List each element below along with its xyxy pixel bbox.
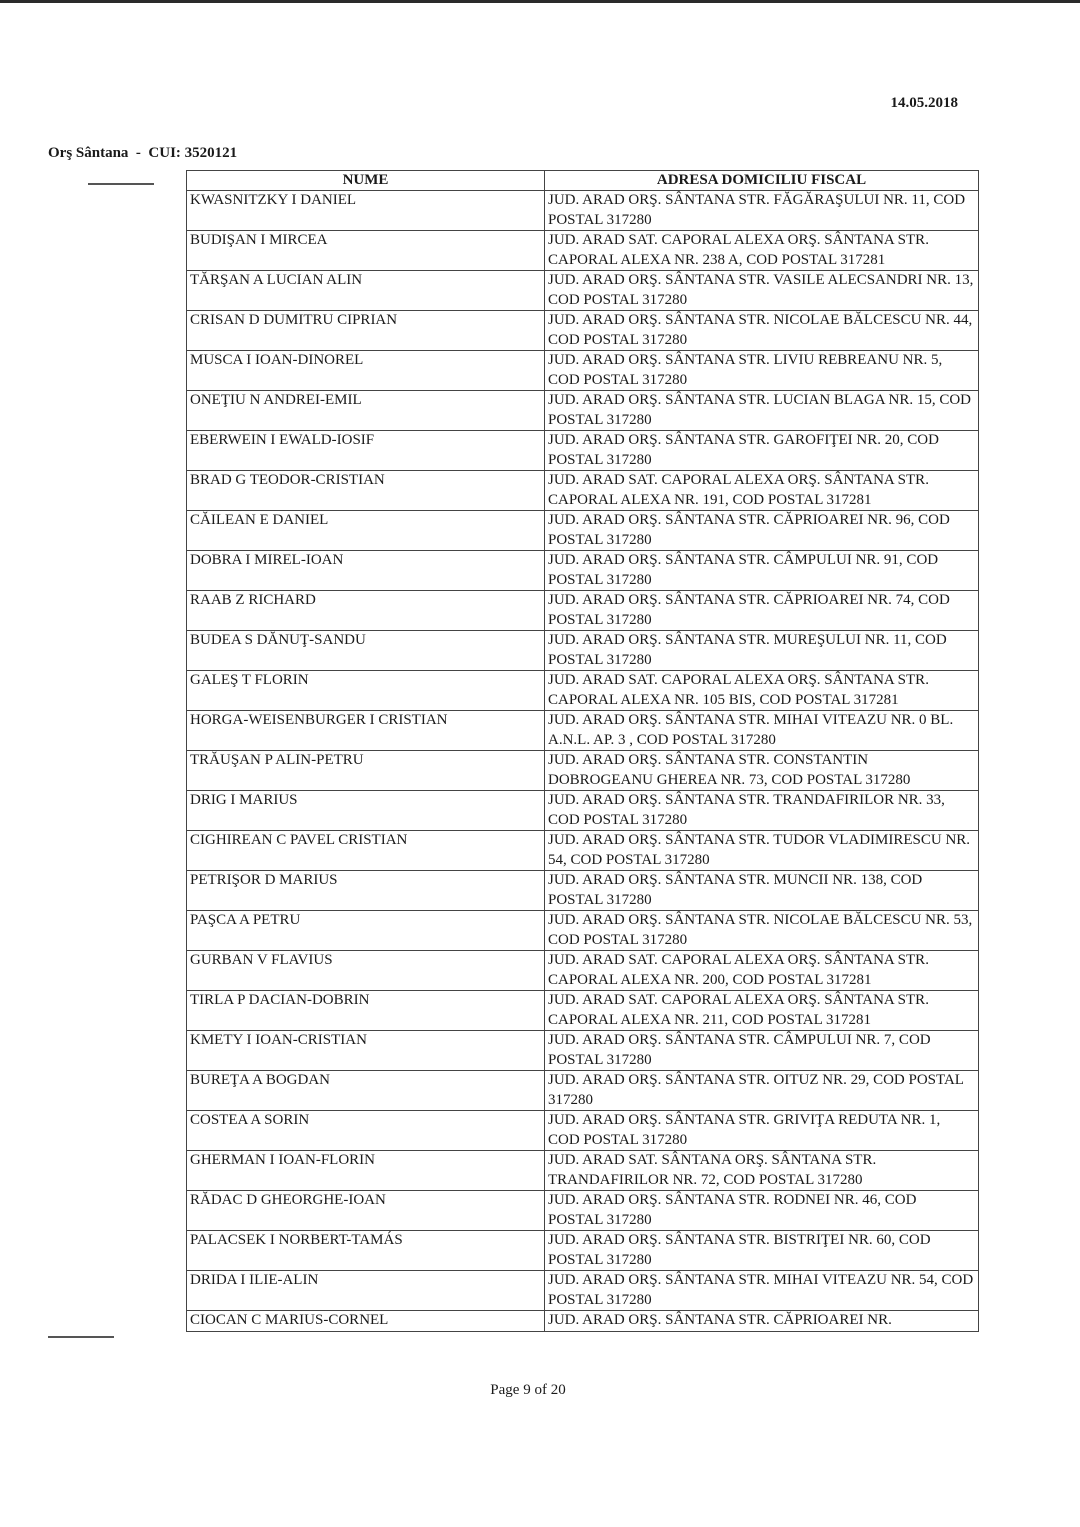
address-cell: JUD. ARAD ORŞ. SÂNTANA STR. MUREŞULUI NR. 11, COD POSTAL 317280 bbox=[545, 631, 979, 671]
address-cell: JUD. ARAD SAT. CAPORAL ALEXA ORŞ. SÂNTANA STR. CAPORAL ALEXA NR. 200, COD POSTAL 317281 bbox=[545, 951, 979, 991]
name-cell: DRIDA I ILIE-ALIN bbox=[187, 1271, 545, 1311]
name-cell: BUREŢA A BOGDAN bbox=[187, 1071, 545, 1111]
table-row bbox=[187, 511, 979, 551]
table-row bbox=[187, 751, 979, 791]
address-cell: JUD. ARAD ORŞ. SÂNTANA STR. MUNCII NR. 138, COD POSTAL 317280 bbox=[545, 871, 979, 911]
table-row bbox=[187, 191, 979, 231]
table-row bbox=[187, 831, 979, 871]
name-cell: GALEŞ T FLORIN bbox=[187, 671, 545, 711]
name-cell: KWASNITZKY I DANIEL bbox=[187, 191, 545, 231]
name-cell: CIOCAN C MARIUS-CORNEL bbox=[187, 1311, 545, 1332]
address-cell: JUD. ARAD ORŞ. SÂNTANA STR. LIVIU REBREANU NR. 5, COD POSTAL 317280 bbox=[545, 351, 979, 391]
top-rule bbox=[0, 0, 1080, 3]
address-cell: JUD. ARAD ORŞ. SÂNTANA STR. CĂPRIOAREI NR. 74, COD POSTAL 317280 bbox=[545, 591, 979, 631]
name-cell: HORGA-WEISENBURGER I CRISTIAN bbox=[187, 711, 545, 751]
name-cell: PAŞCA A PETRU bbox=[187, 911, 545, 951]
address-cell: JUD. ARAD ORŞ. SÂNTANA STR. TUDOR VLADIMIRESCU NR. 54, COD POSTAL 317280 bbox=[545, 831, 979, 871]
page-footer: Page 9 of 20 bbox=[490, 1382, 566, 1398]
name-cell: GURBAN V FLAVIUS bbox=[187, 951, 545, 991]
name-cell: ONEŢIU N ANDREI-EMIL bbox=[187, 391, 545, 431]
name-cell: CIGHIREAN C PAVEL CRISTIAN bbox=[187, 831, 545, 871]
address-cell: JUD. ARAD ORŞ. SÂNTANA STR. FĂGĂRAŞULUI NR. 11, COD POSTAL 317280 bbox=[545, 191, 979, 231]
address-cell: JUD. ARAD ORŞ. SÂNTANA STR. NICOLAE BĂLCESCU NR. 44, COD POSTAL 317280 bbox=[545, 311, 979, 351]
address-cell: JUD. ARAD ORŞ. SÂNTANA STR. CÂMPULUI NR. 7, COD POSTAL 317280 bbox=[545, 1031, 979, 1071]
address-cell: JUD. ARAD ORŞ. SÂNTANA STR. CĂPRIOAREI NR. 96, COD POSTAL 317280 bbox=[545, 511, 979, 551]
address-cell: JUD. ARAD SAT. CAPORAL ALEXA ORŞ. SÂNTANA STR. CAPORAL ALEXA NR. 238 A, COD POSTAL 317281 bbox=[545, 231, 979, 271]
address-cell: JUD. ARAD ORŞ. SÂNTANA STR. RODNEI NR. 46, COD POSTAL 317280 bbox=[545, 1191, 979, 1231]
column-header-name: NUME bbox=[187, 171, 545, 191]
table-row bbox=[187, 871, 979, 911]
table-row bbox=[187, 1071, 979, 1111]
table-row bbox=[187, 1151, 979, 1191]
address-cell: JUD. ARAD SAT. CAPORAL ALEXA ORŞ. SÂNTANA STR. CAPORAL ALEXA NR. 105 BIS, COD POSTAL 317281 bbox=[545, 671, 979, 711]
table-body bbox=[187, 191, 979, 1332]
address-cell: JUD. ARAD SAT. SÂNTANA ORŞ. SÂNTANA STR. TRANDAFIRILOR NR. 72, COD POSTAL 317280 bbox=[545, 1151, 979, 1191]
table-row bbox=[187, 991, 979, 1031]
address-cell: JUD. ARAD ORŞ. SÂNTANA STR. NICOLAE BĂLCESCU NR. 53, COD POSTAL 317280 bbox=[545, 911, 979, 951]
table-row bbox=[187, 351, 979, 391]
table-row bbox=[187, 1031, 979, 1071]
table-row bbox=[187, 471, 979, 511]
address-cell: JUD. ARAD ORŞ. SÂNTANA STR. OITUZ NR. 29, COD POSTAL 317280 bbox=[545, 1071, 979, 1111]
name-cell: GHERMAN I IOAN-FLORIN bbox=[187, 1151, 545, 1191]
address-cell: JUD. ARAD ORŞ. SÂNTANA STR. CONSTANTIN DOBROGEANU GHEREA NR. 73, COD POSTAL 317280 bbox=[545, 751, 979, 791]
name-cell: COSTEA A SORIN bbox=[187, 1111, 545, 1151]
name-cell: BUDEA S DĂNUŢ-SANDU bbox=[187, 631, 545, 671]
name-cell: BUDIŞAN I MIRCEA bbox=[187, 231, 545, 271]
address-cell: JUD. ARAD ORŞ. SÂNTANA STR. MIHAI VITEAZU NR. 54, COD POSTAL 317280 bbox=[545, 1271, 979, 1311]
taxpayer-table bbox=[186, 170, 979, 1332]
scan-mark bbox=[48, 1336, 114, 1338]
table-row bbox=[187, 1191, 979, 1231]
table-row bbox=[187, 311, 979, 351]
address-cell: JUD. ARAD SAT. CAPORAL ALEXA ORŞ. SÂNTANA STR. CAPORAL ALEXA NR. 211, COD POSTAL 317281 bbox=[545, 991, 979, 1031]
scan-mark bbox=[88, 183, 154, 185]
table-row bbox=[187, 631, 979, 671]
table-row bbox=[187, 951, 979, 991]
name-cell: DOBRA I MIREL-IOAN bbox=[187, 551, 545, 591]
table-row bbox=[187, 271, 979, 311]
name-cell: CĂILEAN E DANIEL bbox=[187, 511, 545, 551]
address-cell: JUD. ARAD ORŞ. SÂNTANA STR. LUCIAN BLAGA NR. 15, COD POSTAL 317280 bbox=[545, 391, 979, 431]
name-cell: MUSCA I IOAN-DINOREL bbox=[187, 351, 545, 391]
table-row bbox=[187, 671, 979, 711]
table-row bbox=[187, 1111, 979, 1151]
document-date: 14.05.2018 bbox=[890, 95, 958, 111]
table-header-row bbox=[187, 171, 979, 191]
table-row bbox=[187, 711, 979, 751]
address-cell: JUD. ARAD ORŞ. SÂNTANA STR. BISTRIŢEI NR. 60, COD POSTAL 317280 bbox=[545, 1231, 979, 1271]
address-cell: JUD. ARAD ORŞ. SÂNTANA STR. MIHAI VITEAZU NR. 0 BL. A.N.L. AP. 3 , COD POSTAL 317280 bbox=[545, 711, 979, 751]
name-cell: TRĂUŞAN P ALIN-PETRU bbox=[187, 751, 545, 791]
table-row bbox=[187, 391, 979, 431]
name-cell: PETRIŞOR D MARIUS bbox=[187, 871, 545, 911]
name-cell: KMETY I IOAN-CRISTIAN bbox=[187, 1031, 545, 1071]
column-header-address: ADRESA DOMICILIU FISCAL bbox=[545, 171, 979, 191]
name-cell: PALACSEK I NORBERT-TAMÁS bbox=[187, 1231, 545, 1271]
address-cell: JUD. ARAD ORŞ. SÂNTANA STR. VASILE ALECSANDRI NR. 13, COD POSTAL 317280 bbox=[545, 271, 979, 311]
name-cell: DRIG I MARIUS bbox=[187, 791, 545, 831]
table-row bbox=[187, 1311, 979, 1332]
name-cell: EBERWEIN I EWALD-IOSIF bbox=[187, 431, 545, 471]
table-row bbox=[187, 591, 979, 631]
table-row bbox=[187, 1271, 979, 1311]
table-row bbox=[187, 551, 979, 591]
address-cell: JUD. ARAD ORŞ. SÂNTANA STR. CÂMPULUI NR. 91, COD POSTAL 317280 bbox=[545, 551, 979, 591]
table-row bbox=[187, 911, 979, 951]
table-row bbox=[187, 431, 979, 471]
name-cell: BRAD G TEODOR-CRISTIAN bbox=[187, 471, 545, 511]
name-cell: RĂDAC D GHEORGHE-IOAN bbox=[187, 1191, 545, 1231]
name-cell: CRISAN D DUMITRU CIPRIAN bbox=[187, 311, 545, 351]
table-row bbox=[187, 1231, 979, 1271]
address-cell: JUD. ARAD ORŞ. SÂNTANA STR. CĂPRIOAREI NR. bbox=[545, 1311, 979, 1332]
address-cell: JUD. ARAD SAT. CAPORAL ALEXA ORŞ. SÂNTANA STR. CAPORAL ALEXA NR. 191, COD POSTAL 317281 bbox=[545, 471, 979, 511]
address-cell: JUD. ARAD ORŞ. SÂNTANA STR. GRIVIŢA REDUTA NR. 1, COD POSTAL 317280 bbox=[545, 1111, 979, 1151]
name-cell: TĂRŞAN A LUCIAN ALIN bbox=[187, 271, 545, 311]
table-row bbox=[187, 231, 979, 271]
table-row bbox=[187, 791, 979, 831]
address-cell: JUD. ARAD ORŞ. SÂNTANA STR. GAROFIŢEI NR. 20, COD POSTAL 317280 bbox=[545, 431, 979, 471]
name-cell: TIRLA P DACIAN-DOBRIN bbox=[187, 991, 545, 1031]
address-cell: JUD. ARAD ORŞ. SÂNTANA STR. TRANDAFIRILOR NR. 33, COD POSTAL 317280 bbox=[545, 791, 979, 831]
document-header: Orş Sântana - CUI: 3520121 bbox=[48, 145, 238, 161]
name-cell: RAAB Z RICHARD bbox=[187, 591, 545, 631]
